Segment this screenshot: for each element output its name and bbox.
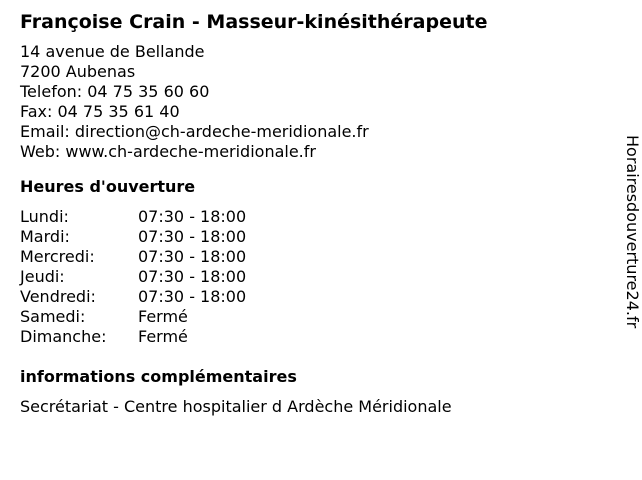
opening-hours-table (20, 207, 600, 347)
email-address: Email: direction@ch-ardeche-meridionale.fr (20, 122, 369, 141)
additional-info-text: Secrétariat - Centre hospitalier d Ardèche Méridionale (20, 397, 452, 416)
street-address: 14 avenue de Bellande (20, 42, 205, 61)
hours-day: Mardi: (20, 227, 70, 246)
hours-row-monday (20, 207, 600, 227)
hours-row-wednesday (20, 247, 600, 267)
hours-time: Fermé (138, 327, 188, 346)
hours-row-tuesday (20, 227, 600, 247)
hours-row-saturday (20, 307, 600, 327)
hours-time: 07:30 - 18:00 (138, 267, 247, 286)
phone-number: Telefon: 04 75 35 60 60 (20, 82, 210, 101)
hours-time: 07:30 - 18:00 (138, 207, 247, 226)
page-title: Françoise Crain - Masseur-kinésithérapeute (20, 11, 488, 33)
hours-day: Vendredi: (20, 287, 96, 306)
hours-row-friday (20, 287, 600, 307)
hours-day: Dimanche: (20, 327, 107, 346)
city-address: 7200 Aubenas (20, 62, 136, 81)
hours-time: 07:30 - 18:00 (138, 227, 247, 246)
hours-time: Fermé (138, 307, 188, 326)
fax-number: Fax: 04 75 35 61 40 (20, 102, 180, 121)
hours-time: 07:30 - 18:00 (138, 247, 247, 266)
opening-hours-heading: Heures d'ouverture (20, 177, 196, 196)
hours-day: Jeudi: (20, 267, 65, 286)
hours-day: Samedi: (20, 307, 86, 326)
business-listing (20, 10, 600, 417)
additional-info-heading: informations complémentaires (20, 367, 297, 386)
hours-row-thursday (20, 267, 600, 287)
website-address: Web: www.ch-ardeche-meridionale.fr (20, 142, 316, 161)
site-watermark: Horairesdouverture24.fr (623, 135, 642, 329)
hours-time: 07:30 - 18:00 (138, 287, 247, 306)
hours-day: Lundi: (20, 207, 69, 226)
hours-day: Mercredi: (20, 247, 95, 266)
contact-block (20, 42, 600, 162)
hours-row-sunday (20, 327, 600, 347)
